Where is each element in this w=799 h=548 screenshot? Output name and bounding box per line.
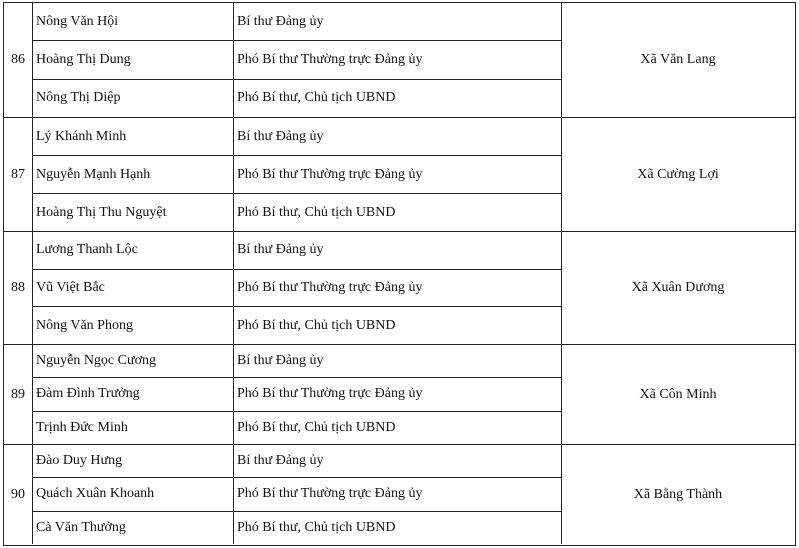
person-position: Phó Bí thư, Chủ tịch UBND — [233, 411, 561, 444]
person-name: Lý Khánh Minh — [36, 128, 127, 144]
table-row-group — [4, 117, 795, 231]
person-name: Quách Xuân Khoanh — [32, 477, 233, 510]
position-column — [233, 232, 562, 344]
person-name: Nguyễn Mạnh Hạnh — [32, 155, 233, 193]
person-name: Lương Thanh Lộc — [36, 242, 138, 258]
person-position: Phó Bí thư Thường trực Đảng ủy — [233, 155, 561, 193]
person-position: Bí thư Đảng ủy — [237, 453, 324, 469]
person-name: Đàm Đình Trưởng — [32, 377, 233, 410]
table-row-group — [4, 344, 795, 444]
name-column — [32, 3, 234, 117]
person-name: Vũ Việt Bắc — [32, 269, 233, 307]
person-name: Trịnh Đức Minh — [32, 411, 233, 444]
name-column — [32, 118, 234, 231]
person-name: Nông Văn Phong — [32, 306, 233, 344]
name-column — [32, 232, 234, 344]
person-position: Phó Bí thư, Chủ tịch UBND — [233, 306, 561, 344]
commune-name: Xã Xuân Dương — [631, 280, 725, 295]
table-row-group — [4, 3, 795, 117]
person-position: Phó Bí thư, Chủ tịch UBND — [233, 193, 561, 231]
position-column — [233, 445, 562, 544]
commune-name: Xã Bằng Thành — [633, 486, 723, 502]
person-position: Phó Bí thư Thường trực Đảng ủy — [233, 377, 561, 410]
position-column — [233, 3, 562, 117]
person-name: Cà Văn Thưởng — [32, 511, 233, 544]
row-number: 86 — [4, 3, 33, 117]
person-name: Đào Duy Hưng — [36, 453, 123, 469]
person-position: Phó Bí thư, Chủ tịch UBND — [233, 511, 561, 544]
person-position: Phó Bí thư Thường trực Đảng ủy — [233, 477, 561, 510]
person-name: Nguyễn Ngọc Cương — [36, 353, 156, 369]
commune-name: Xã Cường Lợi — [637, 166, 719, 182]
person-name: Nông Văn Hội — [36, 13, 119, 29]
commune-name: Xã Côn Minh — [639, 386, 717, 402]
commune-name: Xã Văn Lang — [640, 52, 716, 67]
person-name: Nông Thị Diệp — [32, 79, 233, 117]
position-column — [233, 345, 562, 444]
person-position: Bí thư Đảng ủy — [237, 128, 324, 144]
name-column — [32, 445, 234, 544]
person-position: Bí thư Đảng ủy — [237, 353, 324, 369]
row-number: 89 — [4, 345, 33, 444]
person-position: Phó Bí thư Thường trực Đảng ủy — [233, 40, 561, 78]
row-number: 88 — [4, 232, 33, 344]
name-column — [32, 345, 234, 444]
table-row-group — [4, 444, 795, 544]
person-name: Hoàng Thị Thu Nguyệt — [32, 193, 233, 231]
row-number: 87 — [4, 118, 33, 231]
person-position: Bí thư Đảng ủy — [237, 13, 324, 29]
position-column — [233, 118, 562, 231]
table-row-group — [4, 231, 795, 344]
person-position: Bí thư Đảng ủy — [237, 242, 324, 258]
person-position: Phó Bí thư Thường trực Đảng ủy — [233, 269, 561, 307]
row-number: 90 — [4, 445, 33, 544]
personnel-table — [3, 2, 796, 546]
person-position: Phó Bí thư, Chủ tịch UBND — [233, 79, 561, 117]
person-name: Hoàng Thị Dung — [32, 40, 233, 78]
